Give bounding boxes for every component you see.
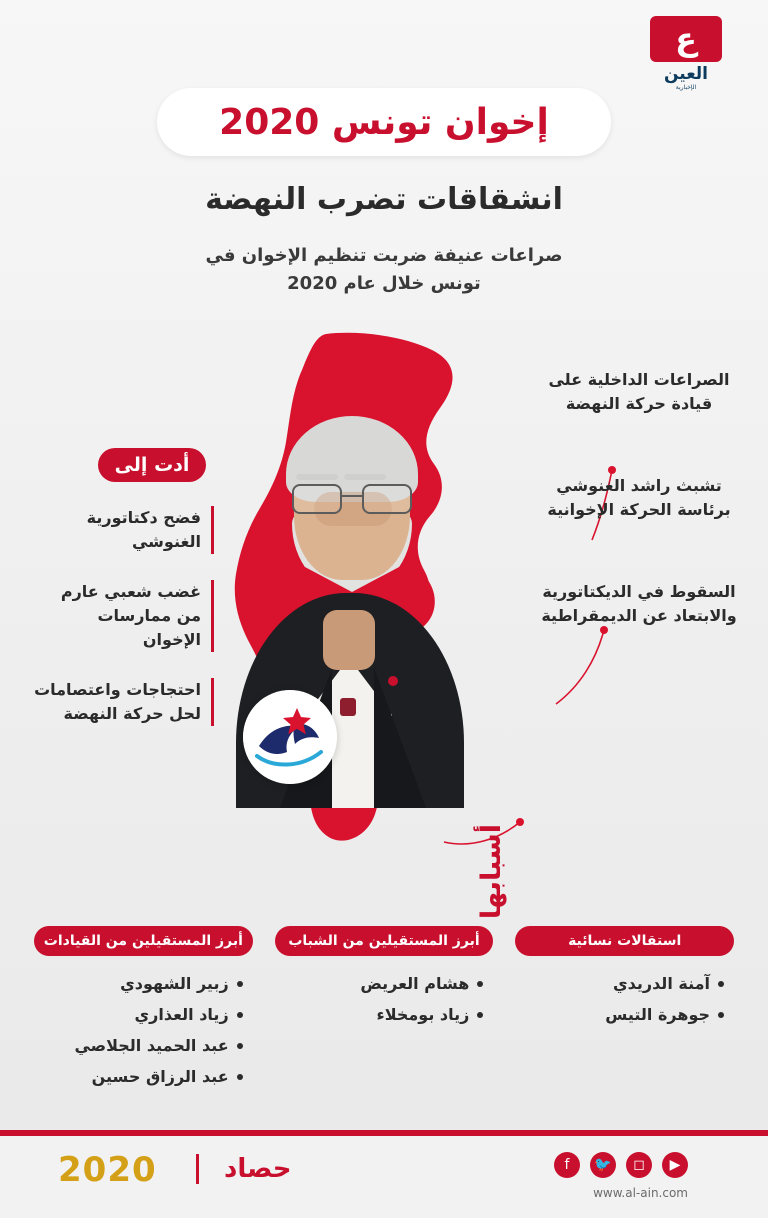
bullet-icon (477, 1012, 483, 1018)
page-title-text: إخوان تونس 2020 (219, 101, 549, 143)
list-item (34, 1030, 253, 1061)
page-title (157, 88, 611, 156)
list-item-label: آمنة الدريدي (612, 974, 710, 993)
bullet-icon (237, 1043, 243, 1049)
logo-glyph: ع (675, 20, 697, 58)
social-links[interactable] (554, 1152, 688, 1178)
list-item (34, 968, 253, 999)
results-list (34, 506, 214, 752)
logo-text: العين (663, 64, 709, 84)
footer-divider (196, 1154, 199, 1184)
bullet-icon (237, 1012, 243, 1018)
result-item: فضح دكتاتورية الغنوشي (34, 506, 214, 554)
result-item: غضب شعبي عارم من ممارسات الإخوان (34, 580, 214, 652)
bullet-icon (237, 1074, 243, 1080)
bullet-icon (237, 981, 243, 987)
list-item (34, 1061, 253, 1092)
list-item (515, 968, 734, 999)
list-youth (275, 926, 494, 1092)
ennahda-emblem-icon (243, 690, 337, 784)
bullet-icon (477, 981, 483, 987)
youtube-icon[interactable]: ▶ (662, 1152, 688, 1178)
footer-accent-bar (0, 1130, 768, 1136)
list-item (34, 999, 253, 1030)
logo-mark-icon (650, 16, 722, 62)
site-url[interactable]: www.al-ain.com (593, 1186, 688, 1200)
list-header: أبرز المستقيلين من القيادات (34, 926, 253, 956)
logo-subtext: الإخبارية (675, 84, 697, 91)
cause-item: السقوط في الديكتاتورية والابتعاد عن الديمقراطية (541, 582, 737, 625)
result-item: احتجاجات واعتصامات لحل حركة النهضة (34, 678, 214, 726)
list-item (515, 999, 734, 1030)
results-header-badge: أدت إلى (98, 448, 206, 482)
twitter-icon[interactable]: 🐦 (590, 1152, 616, 1178)
list-header: أبرز المستقيلين من الشباب (275, 926, 494, 956)
list-item-label: جوهرة التيس (605, 1005, 710, 1024)
footer-harvest-label: حصاد (224, 1154, 292, 1184)
cause-item: تشبث راشد الغنوشي برئاسة الحركة الإخوانية (547, 476, 731, 519)
bullet-icon (718, 1012, 724, 1018)
list-item-label: زبير الشهودي (120, 974, 229, 993)
list-item (275, 999, 494, 1030)
footer (0, 1130, 768, 1218)
footer-year: 2020 (58, 1150, 157, 1190)
causes-list (540, 368, 738, 628)
list-leaders (34, 926, 253, 1092)
causes-vertical-label: أسبابها (476, 824, 507, 920)
page-lede: صراعات عنيفة ضربت تنظيم الإخوان في تونس خلال عام 2020 (205, 245, 563, 294)
list-women (515, 926, 734, 1092)
resignations-lists (0, 926, 768, 1092)
page-subtitle: انشقاقات تضرب النهضة (205, 182, 563, 217)
facebook-icon[interactable]: f (554, 1152, 580, 1178)
list-header: استقالات نسائية (515, 926, 734, 956)
list-item-label: زياد العذاري (134, 1005, 229, 1024)
instagram-icon[interactable]: ◻ (626, 1152, 652, 1178)
bullet-icon (718, 981, 724, 987)
list-item-label: هشام العريض (360, 974, 470, 993)
list-item-label: زياد بومخلاء (376, 1005, 470, 1024)
brand-logo (638, 16, 734, 90)
cause-item: الصراعات الداخلية على قيادة حركة النهضة (548, 370, 730, 413)
list-item (275, 968, 494, 999)
list-item-label: عبد الحميد الجلاصي (74, 1036, 229, 1055)
list-item-label: عبد الرزاق حسين (91, 1067, 229, 1086)
